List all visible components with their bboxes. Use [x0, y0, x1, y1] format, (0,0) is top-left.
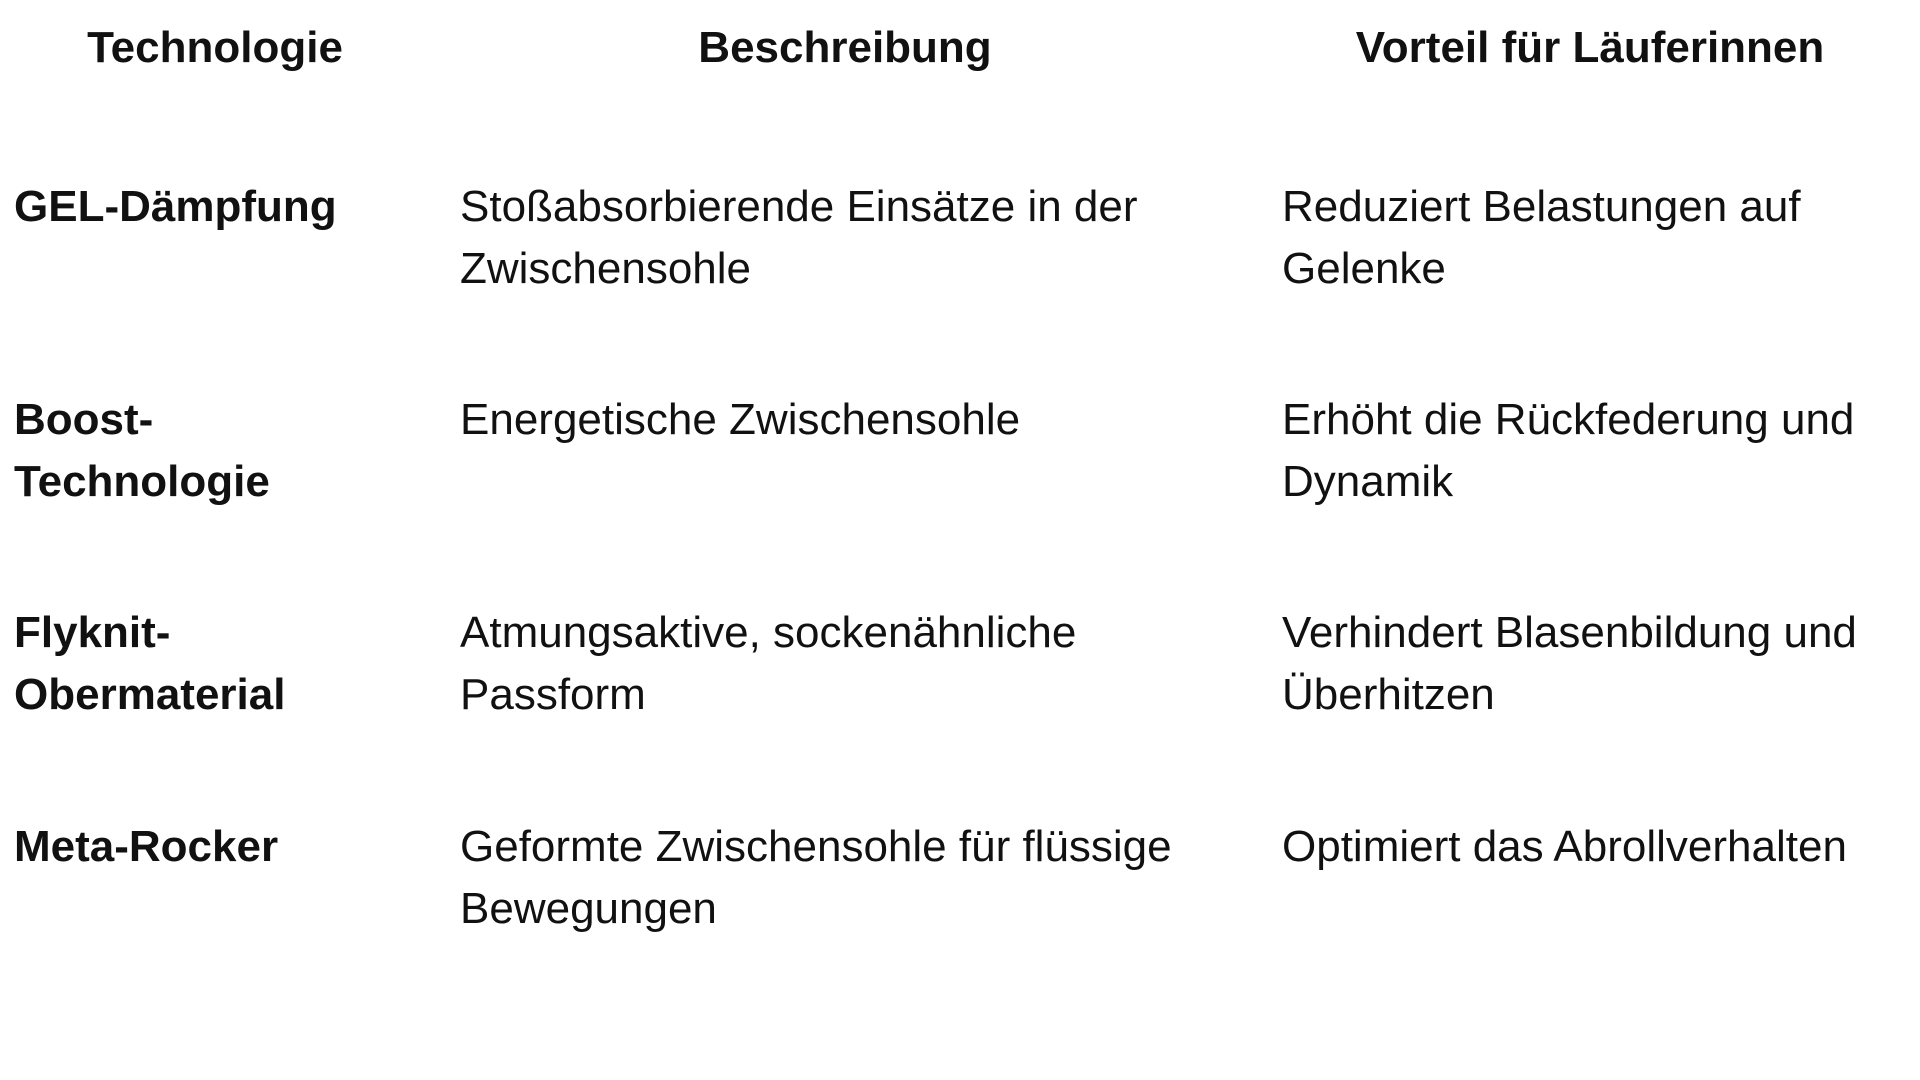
benefit-cell: Verhindert Blasenbildung und Überhitzen [1282, 608, 1857, 719]
technology-cell: Meta-Rocker [14, 822, 279, 871]
benefit-cell: Optimiert das Abrollverhalten [1282, 822, 1847, 871]
description-cell: Atmungsaktive, sockenähnliche Passform [460, 608, 1077, 719]
benefit-cell: Erhöht die Rückfederung und Dynamik [1282, 395, 1855, 506]
benefit-cell: Reduziert Belastungen auf Gelenke [1282, 182, 1801, 293]
description-cell: Geformte Zwischensohle für flüssige Bewegungen [460, 822, 1172, 933]
description-cell: Stoßabsorbierende Einsätze in der Zwischensohle [460, 182, 1138, 293]
description-cell: Energetische Zwischensohle [460, 395, 1021, 444]
table-header-row [0, 0, 1920, 110]
column-header-vorteil: Vorteil für Läuferinnen [1355, 23, 1825, 72]
column-header-technologie: Technologie [87, 23, 343, 72]
technology-cell: Flyknit-Obermaterial [14, 608, 286, 719]
technology-cell: GEL-Dämpfung [14, 182, 337, 231]
column-header-beschreibung: Beschreibung [698, 23, 992, 72]
technology-cell: Boost-Technologie [14, 395, 270, 506]
